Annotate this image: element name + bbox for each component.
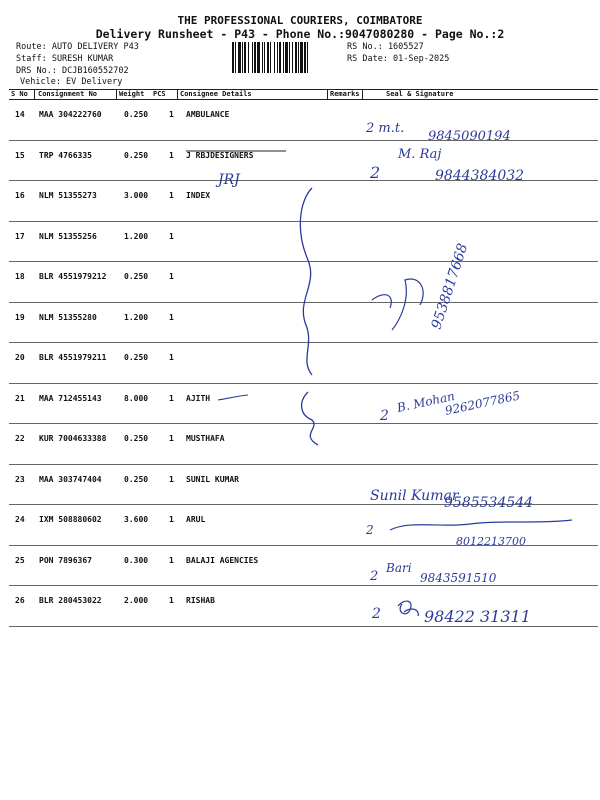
col-header-weight: Weight [119,90,145,98]
bracket-mark [302,392,318,445]
row-divider [9,423,598,424]
handwritten-phone: 9843591510 [420,571,497,585]
row-consignee: RISHAB [186,596,215,605]
barcode-bar [270,42,271,73]
row-consignment-no: NLM 51355273 [39,191,97,200]
row-weight: 0.250 [124,353,149,362]
row-divider [9,504,598,505]
barcode-bar [262,42,263,73]
row-divider [9,342,598,343]
column-divider [362,89,363,99]
handwritten-mark: 2 m.t. [366,121,405,136]
row-pcs: 1 [169,596,174,605]
barcode-bar [277,42,278,73]
barcode-bar [274,42,275,73]
row-consignment-no: PON 7896367 [39,555,92,565]
row-consignment-no: MAA 712455143 [39,393,102,403]
signature-mark [390,520,572,530]
row-weight: 0.250 [124,474,149,484]
barcode-bar [252,42,253,73]
row-pcs: 1 [169,231,174,241]
barcode-bar [254,42,256,73]
row-weight: 0.300 [124,555,149,565]
row-divider [9,626,598,627]
row-weight: 0.250 [124,110,149,119]
rs-date-field: RS Date: 01-Sep-2025 [347,54,450,64]
runsheet-subtitle: Delivery Runsheet - P43 - Phone No.:9047080280 - Page No.:2 [95,27,505,41]
handwritten-initials: JRJ [218,172,240,188]
handwritten-phone: 8012213700 [456,535,526,548]
row-consignee: ARUL [186,515,206,524]
row-sno: 17 [15,231,25,241]
row-consignment-no: NLM 51355256 [39,231,97,241]
row-sno: 21 [15,393,25,403]
row-consignee: J RBJDESIGNERS [186,150,254,160]
handwritten-phone: 9538817668 [428,241,472,332]
barcode-bar [292,42,293,73]
barcode-bar [300,42,303,73]
row-pcs: 1 [169,191,174,200]
row-sno: 18 [15,272,25,281]
pen-stroke [218,395,248,400]
barcode-bar [248,42,249,73]
row-weight: 3.000 [124,191,149,200]
row-consignee: INDEX [186,191,211,200]
drs-number-field: DRS No.: DCJB160552702 [16,66,129,76]
rs-number-field: RS No.: 1605527 [347,42,424,52]
row-sno: 16 [15,191,25,200]
row-sno: 24 [15,515,25,524]
signature-mark [372,279,423,330]
barcode-bar [235,42,236,73]
handwritten-phone: 9845090194 [428,129,511,144]
row-consignment-no: MAA 304222760 [39,110,102,119]
row-pcs: 1 [169,353,174,362]
handwritten-phone: 98422 31311 [424,607,531,626]
row-consignee: BALAJI AGENCIES [186,555,259,565]
row-divider [9,383,598,384]
handwritten-phone: 9844384032 [435,168,525,184]
row-consignment-no: BLR 4551979212 [39,272,107,281]
barcode-bar [238,42,241,73]
barcode-bar [298,42,299,73]
bracket-mark [300,188,312,375]
col-header-sno: S No [11,90,28,98]
row-consignee: MUSTHAFA [186,434,225,443]
barcode-bar [257,42,260,73]
row-divider [9,221,598,222]
row-weight: 0.250 [124,272,149,281]
row-pcs: 1 [169,393,174,403]
row-consignment-no: BLR 280453022 [39,596,102,605]
barcode-bar [267,42,269,73]
vehicle-field: Vehicle: EV Delivery [20,77,123,87]
row-sno: 25 [15,555,25,565]
company-title: THE PROFESSIONAL COURIERS, COIMBATORE [177,14,423,27]
row-divider [9,585,598,586]
row-pcs: 1 [169,312,174,322]
col-header-consignment: Consignment No [38,90,98,98]
row-weight: 2.000 [124,596,149,605]
handwritten-name: M. Raj [398,147,442,162]
handwritten-mark: 2 [370,163,381,182]
row-sno: 22 [15,434,25,443]
route-field: Route: AUTO DELIVERY P43 [16,42,139,52]
barcode-bar [242,42,243,73]
row-weight: 0.250 [124,150,149,160]
handwritten-name: B. Mohan [395,389,456,415]
row-pcs: 1 [169,272,174,281]
handwritten-mark: 2 [366,523,374,537]
row-sno: 15 [15,150,25,160]
row-weight: 1.200 [124,231,149,241]
row-divider [9,545,598,546]
row-consignee: AJITH [186,393,211,403]
row-weight: 8.000 [124,393,149,403]
row-sno: 23 [15,474,25,484]
barcode-bar [232,42,234,73]
row-sno: 14 [15,110,25,119]
barcode-bar [307,42,308,73]
row-consignment-no: BLR 4551979211 [39,353,107,362]
barcode-bar [279,42,281,73]
col-header-remarks: Remarks [330,90,360,98]
column-divider [327,89,328,99]
column-divider [177,89,178,99]
col-header-consignee: Consignee Details [180,90,252,98]
header-bottom-rule [9,99,598,100]
barcode-bar [289,42,290,73]
row-pcs: 1 [169,555,174,565]
barcode-image [232,42,342,73]
row-pcs: 1 [169,474,174,484]
handwritten-phone: 9585534544 [444,495,534,511]
row-weight: 0.250 [124,434,149,443]
row-sno: 19 [15,312,25,322]
row-divider [9,180,598,181]
handwritten-mark: 2 [372,606,381,622]
row-consignee: SUNIL KUMAR [186,474,239,484]
row-weight: 1.200 [124,312,149,322]
barcode-bar [295,42,297,73]
row-consignment-no: KUR 7004633388 [39,434,107,443]
row-divider [9,464,598,465]
col-header-seal: Seal & Signature [386,90,454,98]
row-consignment-no: MAA 303747404 [39,474,102,484]
row-weight: 3.600 [124,515,149,524]
row-consignment-no: NLM 51355280 [39,312,97,322]
col-header-pcs: PCS [153,90,166,98]
column-divider [34,89,35,99]
handwritten-mark: 2 [380,408,389,424]
handwritten-name: Sunil Kumar [370,488,459,504]
row-sno: 20 [15,353,25,362]
row-pcs: 1 [169,110,174,119]
row-sno: 26 [15,596,25,605]
barcode-value [0,0,4,1]
row-consignee: AMBULANCE [186,110,230,119]
column-divider [116,89,117,99]
handwritten-name: Bari [386,561,412,575]
header-top-rule [9,89,598,90]
barcode-bar [264,42,265,73]
barcode-bar [285,42,288,73]
row-divider [9,261,598,262]
handwritten-mark: 2 [370,569,379,584]
barcode-bar [304,42,306,73]
row-divider [9,302,598,303]
row-pcs: 1 [169,150,174,160]
row-consignment-no: IXM 508880602 [39,515,102,524]
row-divider [9,140,598,141]
barcode-bar [283,42,284,73]
row-pcs: 1 [169,515,174,524]
row-consignment-no: TRP 4766335 [39,150,92,160]
staff-field: Staff: SURESH KUMAR [16,54,114,64]
signature-mark [398,601,418,616]
barcode-bar [244,42,246,73]
handwritten-phone: 9262077865 [443,388,522,418]
row-pcs: 1 [169,434,174,443]
